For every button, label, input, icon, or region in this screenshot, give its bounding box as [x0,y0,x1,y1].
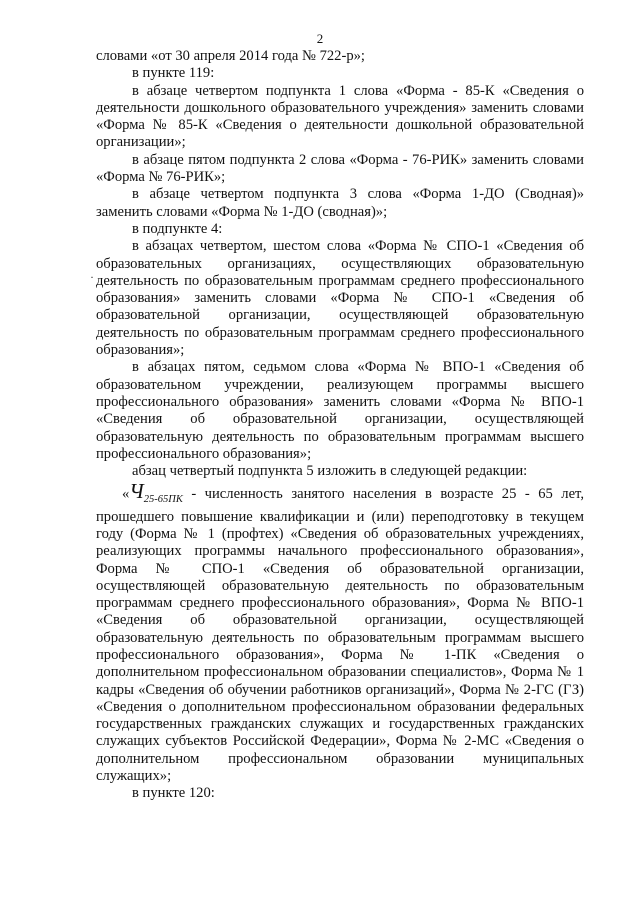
formula-text: - численность занятого населения в возрасте 25 - 65 лет, прошедшего повышение квалификации и (или) переподготовку в текущем году (Форма № 1 (профтех) «Сведения об образовательных учреждениях, реализующих программы начального профессионального образования», Форма № СПО-1 «Сведения об образовательной организации, осуществляющей образовательную деятельность по образовательным программам среднего профессионального образования», Форма № ВПО-1 «Сведения об образовательной организации, осуществляющей образовательную деятельность по образовательным программам высшего профессионального образования», Форма № 1-ПК «Сведения о дополнительном профессиональном образовании специалистов», Форма № 1 кадры «Сведения об обучении работников организаций», Форма № 2-ГС (ГЗ) «Сведения о дополнительном профессиональном образовании федеральных государственных гражданских служащих и государственных гражданских служащих субъектов Российской Федерации», Форма № 2-МС «Сведения о дополнительном профессиональном образовании муниципальных служащих»; [96,486,584,785]
paragraph-9: абзац четвертый подпункта 5 изложить в следующей редакции: [132,463,528,480]
document-body [96,48,584,803]
formula-subscript: 25-65ПК [143,494,183,506]
formula-open-quote: « [122,486,130,503]
formula-symbol: Ч [129,479,144,504]
page-number: 2 [316,31,324,46]
paragraph-8: в абзацах пятом, седьмом слова «Форма № ВПО-1 «Сведения об образовательном учреждении, реализующем программы высшего профессионального образования» заменить словами «Форма № ВПО-1 «Сведения об образовательной организации, осуществляющей образовательную деятельность по образовательным программам высшего профессионального образования»; [96,359,584,462]
paragraph-3: в абзаце четвертом подпункта 1 слова «Форма - 85-К «Сведения о деятельности дошкольного образовательного учреждения» заменить словами «Форма № 85-К «Сведения о деятельности дошкольной образовательной организации»; [96,82,584,151]
formula-paragraph [96,479,584,785]
paragraph-1: словами «от 30 апреля 2014 года № 722-р»; [96,48,365,64]
paragraph-6: в подпункте 4: [132,220,223,237]
closing-paragraph: в пункте 120: [132,785,215,802]
paragraph-4: в абзаце пятом подпункта 2 слова «Форма - 76-РИК» заменить словами «Форма № 76-РИК»; [96,151,584,186]
paragraph-7: в абзацах четвертом, шестом слова «Форма № СПО-1 «Сведения об образовательных организациях, осуществляющих образовательную деятельность по образовательным программам среднего профессионального образования» заменить словами «Форма № СПО-1 «Сведения об образовательной организации, осуществляющей образовательную деятельность по образовательным программам среднего профессионального образования»; [96,238,584,359]
margin-mark: · [90,270,94,284]
paragraph-2: в пункте 119: [132,65,215,82]
paragraph-5: в абзаце четвертом подпункта 3 слова «Форма 1-ДО (Сводная)» заменить словами «Форма № 1-ДО (сводная)»; [96,186,584,220]
